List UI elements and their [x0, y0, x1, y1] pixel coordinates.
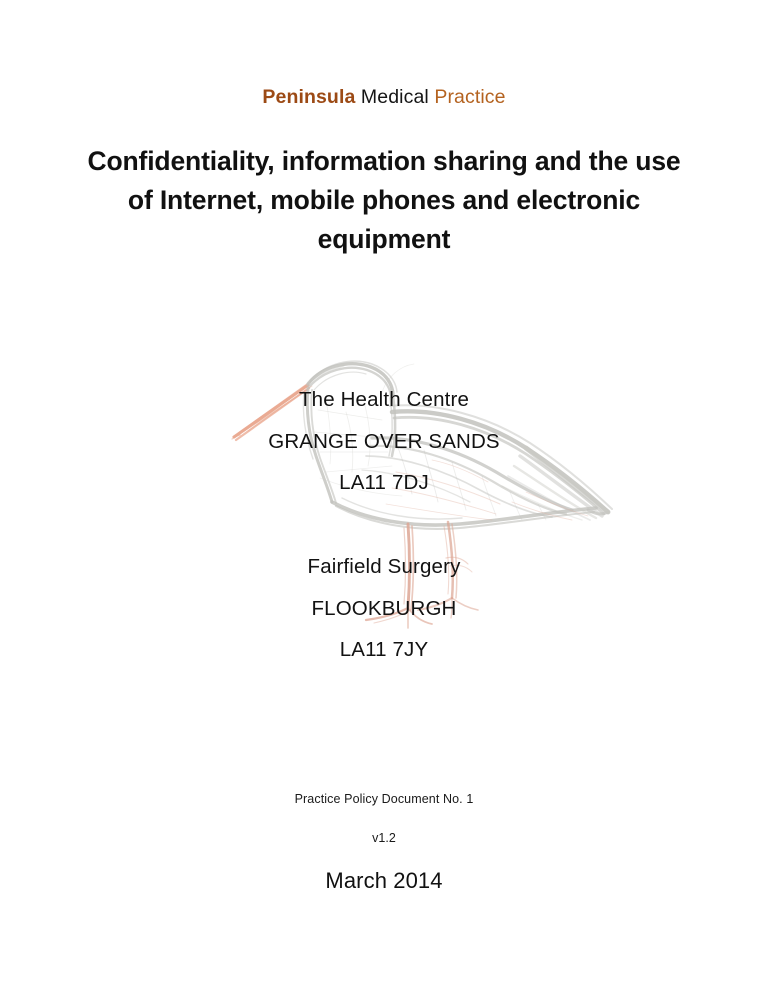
address-block-secondary [0, 546, 768, 671]
address-line-name: Fairfield Surgery [307, 555, 461, 578]
address-line-postcode: LA11 7JY [339, 638, 429, 661]
document-date: March 2014 [325, 868, 443, 893]
document-reference: Practice Policy Document No. 1 [294, 792, 474, 806]
practice-name-light: Practice [434, 86, 506, 108]
address-line-town: FLOOKBURGH [311, 596, 457, 620]
address-line-town: GRANGE OVER SANDS [268, 429, 500, 453]
document-version: v1.2 [372, 831, 396, 845]
address-line-name: The Health Centre [298, 388, 470, 411]
document-title: Confidentiality, information sharing and the use of Internet, mobile phones and electronic equipment [87, 145, 681, 254]
address-block-primary [0, 379, 768, 504]
address-line-postcode: LA11 7DJ [339, 471, 429, 494]
practice-name-header [0, 84, 768, 110]
practice-name-mid: Medical [355, 86, 435, 108]
practice-name-bold: Peninsula [262, 86, 356, 108]
